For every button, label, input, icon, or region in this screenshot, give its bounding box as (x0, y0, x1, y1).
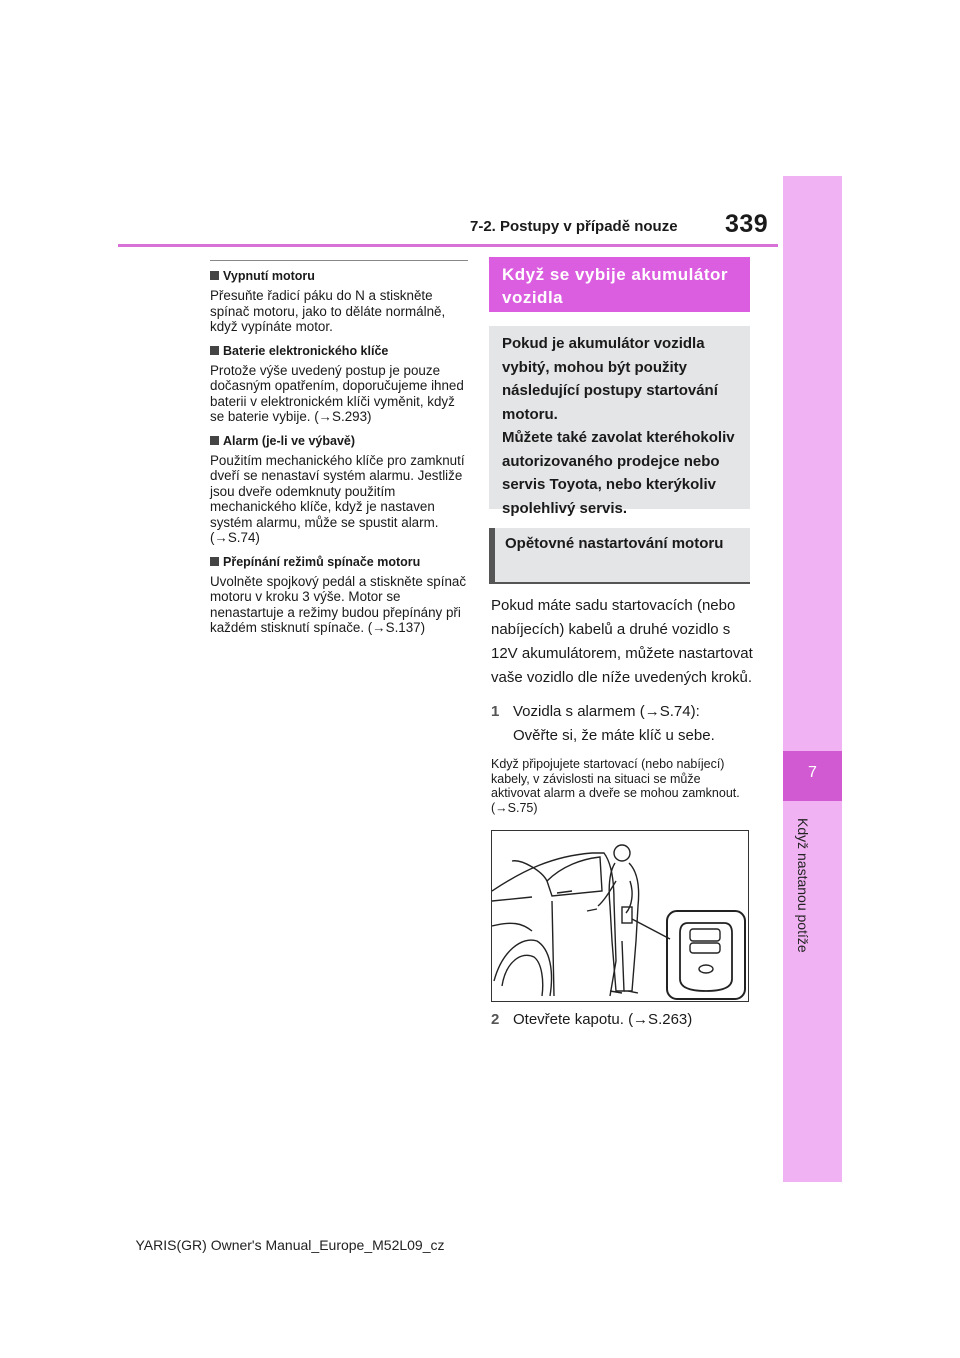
summary-text: Můžete také zavolat kteréhokoliv autorizovaného prodejce nebo servis Toyota, nebo kterýkoliv spolehlivý servis. (502, 429, 735, 517)
subsection-heading: Opětovné nastartování motoru (489, 528, 750, 584)
info-item-body: Použitím mechanického klíče pro zamknutí dveří se nenastaví systém alarmu. Jestliže jsou dveře odemknuty použitím mechanického klíče, když je nastaven systém alarmu, může se spustit alarm. (→S.74) (210, 452, 465, 545)
intro-paragraph: Pokud máte sadu startovacích (nebo nabíjecích) kabelů a druhé vozidlo s 12V akumulátorem, můžete nastartovat vaše vozidlo dle níže uvedených kroků. (491, 597, 753, 686)
info-item-body: Protože výše uvedený postup je pouze dočasným opatřením, doporučujeme ihned baterii v elektronickém klíči vyměnit, když se baterie vybije. (→S.293) (210, 362, 464, 424)
footer (0, 1237, 960, 1253)
summary-text: Pokud je akumulátor vozidla vybitý, mohou být použity následující postupy startování motoru. (502, 335, 718, 423)
section-title: 7-2. Postupy v případě nouze (470, 218, 678, 235)
chapter-tab-strip (783, 176, 842, 1182)
info-item-heading-text: Vypnutí motoru (223, 269, 315, 283)
summary-box (489, 326, 750, 517)
step-text: Vozidla s alarmem (→S.74): (513, 703, 700, 720)
page-number: 339 (725, 210, 769, 238)
info-item (210, 555, 468, 636)
car-and-key-illustration (492, 831, 748, 1001)
info-item (210, 344, 468, 425)
info-item-heading (210, 434, 468, 448)
step-text: Otevřete kapotu. (→S.263) (513, 1011, 693, 1028)
step-2 (491, 1009, 753, 1031)
info-item-body: Uvolněte spojkový pedál a stiskněte spínač motoru v kroku 3 výše. Motor se nenastartuje a režimy budou přepínány při každém stisknutí spínače. (→S.137) (210, 573, 467, 635)
header-rule (118, 244, 778, 247)
info-item-heading (210, 344, 468, 358)
info-item-heading-text: Přepínání režimů spínače motoru (223, 554, 421, 569)
left-column-rule (210, 260, 468, 261)
info-item-body: Přesuňte řadicí páku do N a stiskněte spínač motoru, jako to děláte normálně, když vypínáte motor. (210, 288, 446, 334)
step-1 (491, 700, 753, 748)
info-item-heading (210, 555, 468, 569)
info-item-heading-text: Alarm (je-li ve výbavě) (223, 433, 356, 448)
chapter-number: 7 (808, 764, 817, 781)
info-item (210, 434, 468, 546)
info-item-heading-text: Baterie elektronického klíče (223, 343, 389, 358)
step-number: 2 (491, 1011, 500, 1028)
section-heading: Když se vybije akumulátor vozidla (489, 257, 750, 312)
left-column (210, 260, 468, 645)
info-item-heading (210, 269, 468, 283)
footer-text: YARIS(GR) Owner's Manual_Europe_M52L09_cz (135, 1237, 445, 1253)
square-bullet-icon (210, 271, 219, 280)
note-text: Když připojujete startovací (nebo nabíjecí) kabely, v závislosti na situaci se může aktivovat alarm a dveře se mohou zamknout. (→S.75) (491, 757, 740, 815)
step-number: 1 (491, 703, 500, 720)
step-text: Ověřte si, že máte klíč u sebe. (513, 727, 715, 744)
square-bullet-icon (210, 557, 219, 566)
square-bullet-icon (210, 436, 219, 445)
square-bullet-icon (210, 346, 219, 355)
chapter-title: Když nastanou potíže (795, 818, 811, 953)
illustration (491, 830, 749, 1002)
info-item (210, 269, 468, 335)
